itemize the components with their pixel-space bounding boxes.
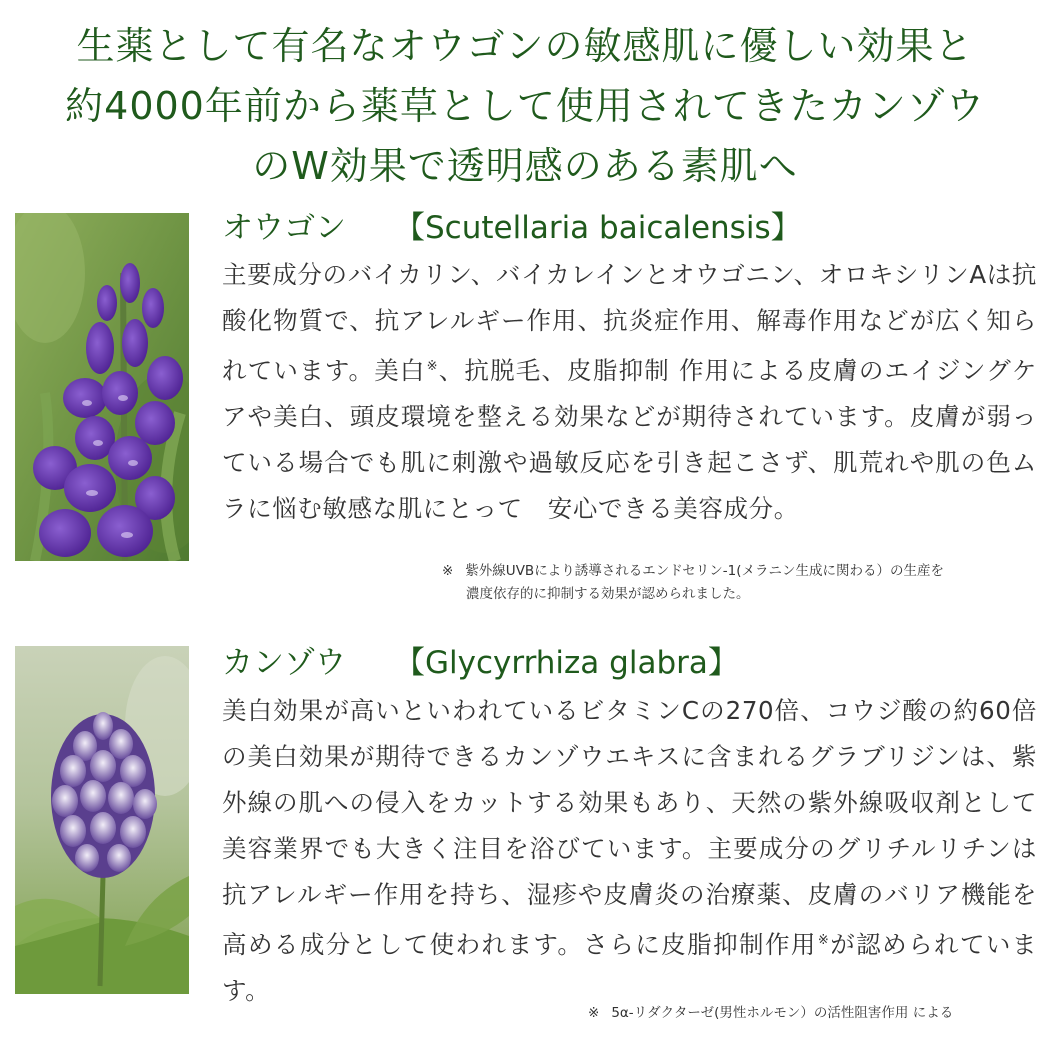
- ougon-note-line-1: 紫外線UVBにより誘導されるエンドセリン-1(メラニン生成に関わる）の生産を: [465, 563, 945, 579]
- kanzou-footnote: [588, 1002, 953, 1025]
- kanzou-name: カンゾウ: [222, 645, 346, 681]
- headline-line-2: 約4000年前から薬草として使用されてきたカンゾウ: [65, 84, 985, 128]
- kanzou-description-part-1: 美白効果が高いといわれているビタミンCの270倍、コウジ酸の約60倍の美白効果が期待できるカンゾウエキスに含まれるグラブリジンは、紫外線の肌への侵入をカットする効果もあり、天然の紫外線吸収剤として美容業界でも大きく注目を浴びています。主要成分のグリチルリチンは抗アレルギー作用を持ち、湿疹や皮膚炎の治療薬、皮膚のバリア機能を高める成分として使われます。さらに皮脂抑制作用: [222, 696, 1037, 959]
- kanzou-latin-name: 【Glycyrrhiza glabra】: [394, 645, 739, 681]
- ougon-name: オウゴン: [222, 210, 346, 246]
- kanzou-title: [222, 645, 739, 681]
- headline-line-3: のW効果で透明感のある素肌へ: [252, 144, 798, 188]
- ougon-description-part-1: 主要成分のバイカリン、バイカレインとオウゴニン、オロキシリンAは抗酸化物質で、抗アレルギー作用、抗炎症作用、解毒作用などが広く知られています。美白: [222, 260, 1037, 385]
- kanzou-description: [222, 688, 1037, 1014]
- headline-line-1: 生薬として有名なオウゴンの敏感肌に優しい効果と: [76, 24, 974, 68]
- ougon-latin-name: 【Scutellaria baicalensis】: [394, 210, 802, 246]
- kanzou-note-mark: ※: [588, 1005, 600, 1021]
- kanzou-footnote-mark: ※: [817, 933, 831, 948]
- licorice-flower-photo: [15, 646, 189, 994]
- headline: [0, 16, 1050, 196]
- ougon-description-part-2: 、抗脱毛、皮脂抑制 作用による皮膚のエイジングケアや美白、頭皮環境を整える効果などが期待されています。皮膚が弱っている場合でも肌に刺激や過敏反応を引き起こさず、肌荒れや肌の色ムラに悩む敏感な肌にとって 安心できる美容成分。: [222, 356, 1037, 523]
- ougon-footnote-mark: ※: [426, 359, 439, 374]
- kanzou-note-text: 5α-リダクターゼ(男性ホルモン）の活性阻害作用 による: [611, 1005, 954, 1021]
- ougon-note-mark: ※: [442, 563, 454, 579]
- ougon-description: [222, 252, 1037, 532]
- ougon-note-line-2: 濃度依存的に抑制する効果が認められました。: [466, 586, 750, 602]
- ougon-footnote: [442, 560, 944, 606]
- skullcap-flower-photo: [15, 213, 189, 561]
- ougon-title: [222, 210, 802, 246]
- kanzou-description-part-2: が認められています。: [222, 930, 1037, 1005]
